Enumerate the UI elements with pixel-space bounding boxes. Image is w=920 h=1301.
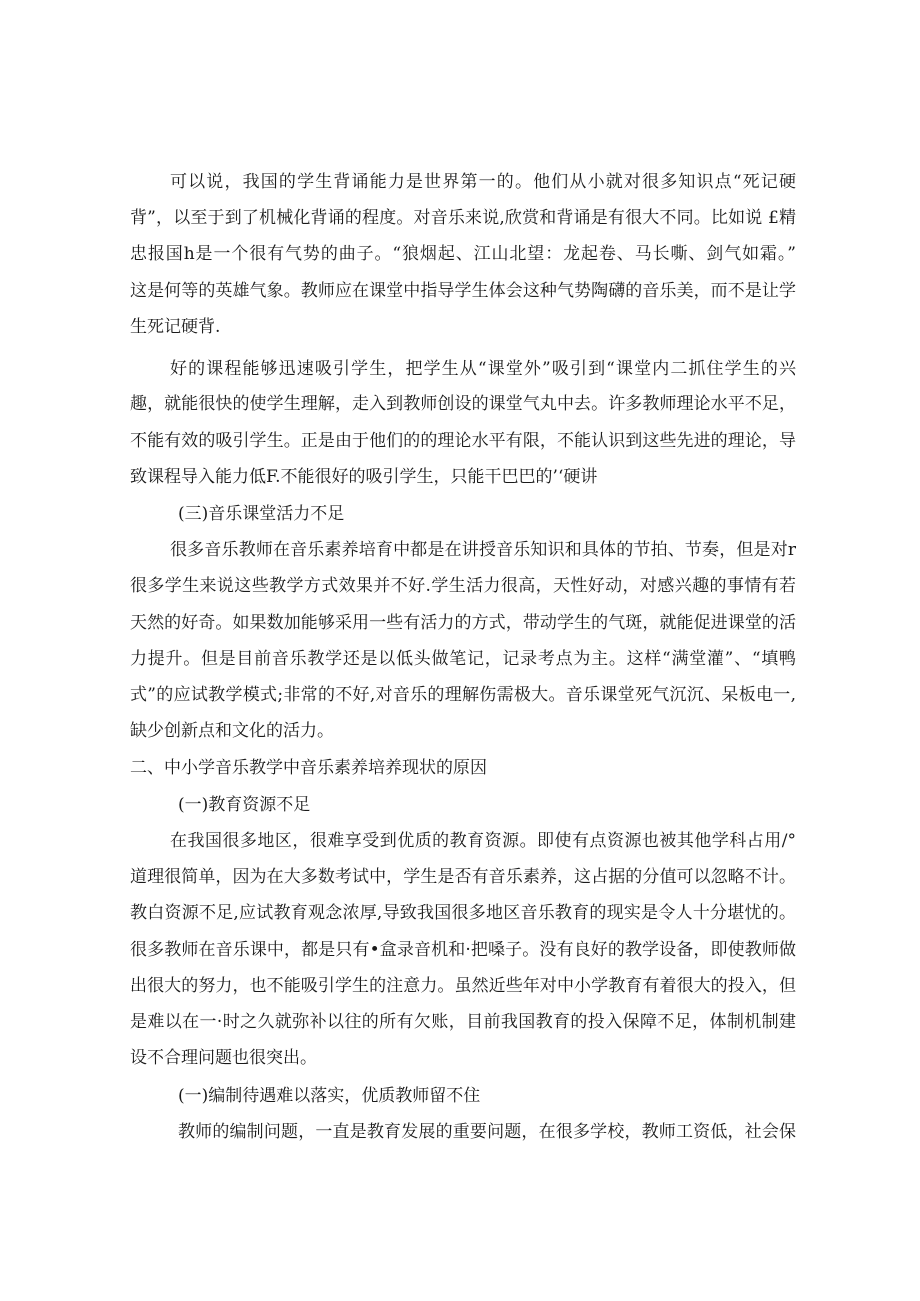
- paragraph-1-line-3: 忠报国h是一个很有气势的曲子。“狼烟起、江山北望：龙起卷、马长嘶、剑气如霜。”: [130, 244, 796, 264]
- paragraph-3-line-4: 力提升。但是目前音乐教学还是以低头做笔记，记录考点为主。这样“满堂灌”、“填鸭: [130, 649, 796, 669]
- chapter-heading-2: 二、中小学音乐教学中音乐素养培养现状的原因: [130, 758, 487, 778]
- paragraph-4-line-1: 在我国很多地区，很难享受到优质的教育资源。即使有点资源也被其他学科占用/°: [170, 831, 796, 851]
- paragraph-1-line-4: 这是何等的英雄气象。教师应在课堂中指导学生体会这种气势陶礴的音乐美，而不是让学: [130, 281, 796, 301]
- paragraph-2-line-2: 趣，就能很快的使学生理解，走入到教师创设的课堂气丸中去。许多教师理论水平不足，: [130, 394, 796, 414]
- paragraph-4-line-6: 是难以在一·时之久就弥补以往的所有欠账，目前我国教育的投入保障不足，体制机制建: [130, 1012, 796, 1032]
- section-heading-1b: (一)编制待遇难以落实，优质教师留不住: [178, 1086, 481, 1106]
- paragraph-4-line-3: 教白资源不足,应试教育观念浓厚,导致我国很多地区音乐教育的现实是令人十分堪忧的。: [130, 903, 796, 923]
- paragraph-2-line-1: 好的课程能够迅速吸引学生，把学生从“课堂外”吸引到“课堂内二抓住学生的兴: [170, 359, 796, 379]
- paragraph-3-line-2: 很多学生来说这些教学方式效果并不好.学生活力很高，天性好动，对感兴趣的事情有若: [130, 576, 796, 596]
- paragraph-4-line-5: 出很大的努力，也不能吸引学生的注意力。虽然近些年对中小学教育有着很大的投入，但: [130, 976, 796, 996]
- paragraph-5-line-1: 教师的编制问题，一直是教育发展的重要问题，在很多学校，教师工资低，社会保: [178, 1122, 796, 1142]
- paragraph-2-line-4: 致课程导入能力低F.不能很好的吸引学生，只能干巴巴的’‘硬讲: [130, 467, 598, 487]
- paragraph-3-line-1: 很多音乐教师在音乐素养培育中都是在讲授音乐知识和具体的节拍、节奏，但是对r: [170, 540, 796, 560]
- paragraph-3-line-5: 式”的应试教学模式;非常的不好,对音乐的理解伤需极大。音乐课堂死气沉沉、呆板电一,: [130, 685, 796, 705]
- section-heading-3: (三)音乐课堂活力不足: [178, 504, 345, 524]
- paragraph-2-line-3: 不能有效的吸引学生。正是由于他们的的理论水平有限，不能认识到这些先进的理论，导: [130, 431, 796, 451]
- paragraph-1-line-5: 生死记硬背.: [130, 317, 221, 337]
- paragraph-3-line-3: 天然的好奇。如果数加能够采用一些有活力的方式，带动学生的气斑，就能促进课堂的活: [130, 613, 796, 633]
- paragraph-4-line-2: 道理很简单，因为在大多数考试中，学生是否有音乐素养，这占据的分值可以忽略不计。: [130, 867, 796, 887]
- paragraph-1-line-2: 背”，以至于到了机械化背诵的程度。对音乐来说,欣赏和背诵是有很大不同。比如说 £精: [130, 208, 796, 228]
- paragraph-1-line-1: 可以说，我国的学生背诵能力是世界第一的。他们从小就对很多知识点“死记硬: [170, 172, 796, 192]
- section-heading-1a: (一)教育资源不足: [178, 795, 311, 815]
- paragraph-4-line-7: 设不合理问题也很突出。: [130, 1048, 317, 1068]
- paragraph-4-line-4: 很多教师在音乐课中，都是只有•盒录音机和·把嗓子。没有良好的教学设备，即使教师做: [130, 940, 796, 960]
- paragraph-3-line-6: 缺少创新点和文化的活力。: [130, 721, 334, 741]
